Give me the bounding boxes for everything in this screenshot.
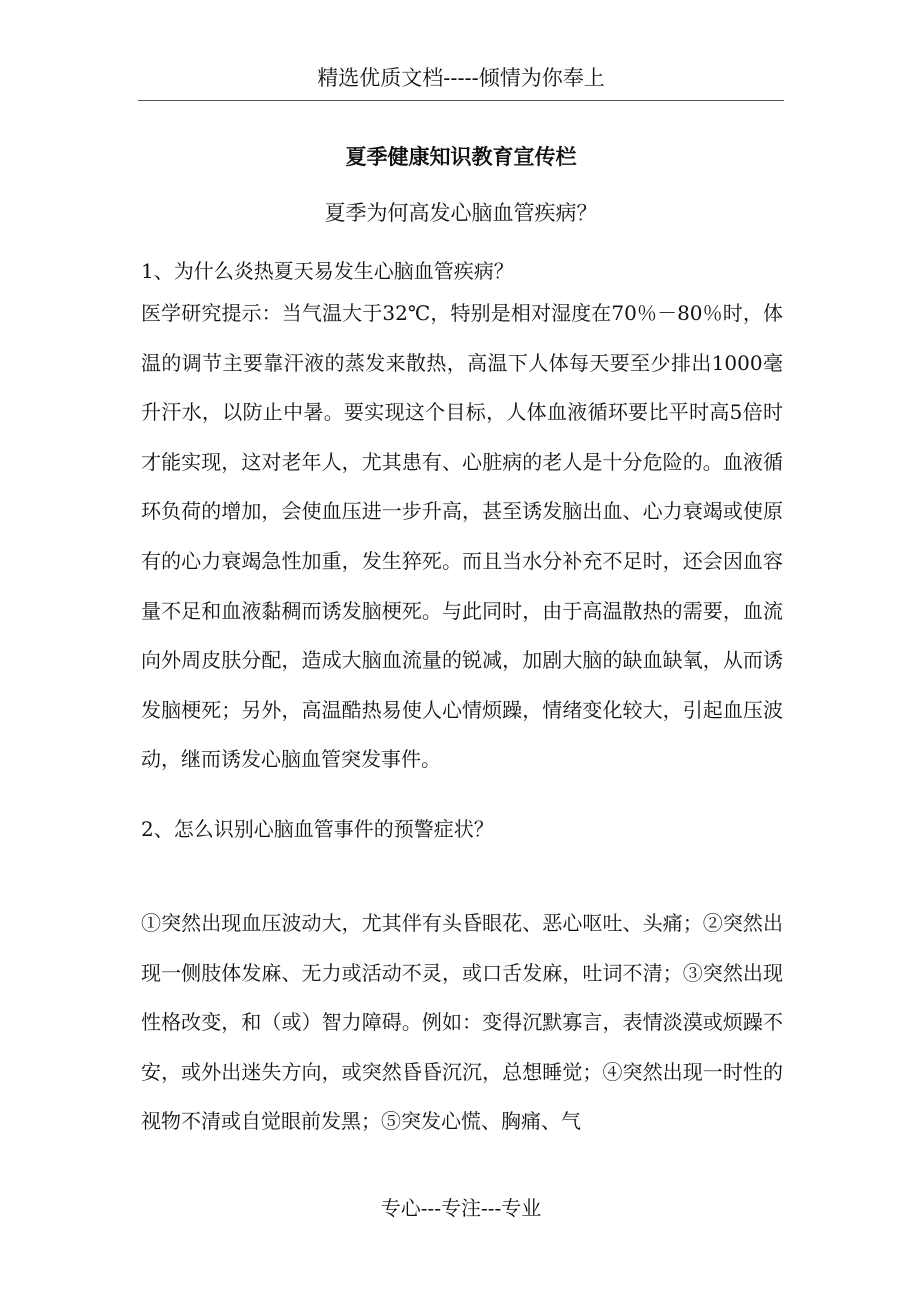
- page-header-text: 精选优质文档-----倾情为你奉上: [317, 66, 605, 90]
- page-footer-text: 专心---专注---专业: [380, 1196, 542, 1220]
- section-1-heading: 1、为什么炎热夏天易发生心脑血管疾病？: [141, 259, 514, 283]
- section-2-body: ①突然出现血压波动大，尤其伴有头昏眼花、恶心呕吐、头痛；②突然出现一侧肢体发麻、无力或活动不灵，或口舌发麻，吐词不清；③突然出现性格改变，和（或）智力障碍。例如：变得沉默寡言，表情淡漠或烦躁不安，或外出迷失方向，或突然昏昏沉沉，总想睡觉；④突然出现一时性的视物不清或自觉眼前发黑；⑤突发心慌、胸痛、气: [141, 911, 783, 1134]
- page-header: [138, 62, 784, 101]
- document-subtitle: 夏季为何高发心脑血管疾病？: [324, 201, 598, 225]
- page-footer: [138, 1193, 784, 1223]
- section-2-heading: 2、怎么识别心脑血管事件的预警症状？: [141, 817, 494, 841]
- document-title: 夏季健康知识教育宣传栏: [345, 144, 577, 169]
- section-1-body: 医学研究提示：当气温大于32℃，特别是相对湿度在70％－80％时，体温的调节主要靠汗液的蒸发来散热，高温下人体每天要至少排出1000毫升汗水，以防止中暑。要实现这个目标，人体血液循环要比平时高5倍时才能实现，这对老年人，尤其患有、心脏病的老人是十分危险的。血液循环负荷的增加，会使血压进一步升高，甚至诱发脑出血、心力衰竭或使原有的心力衰竭急性加重，发生猝死。而且当水分补充不足时，还会因血容量不足和血液黏稠而诱发脑梗死。与此同时，由于高温散热的需要，血流向外周皮肤分配，造成大脑血流量的锐减，加剧大脑的缺血缺氧，从而诱发脑梗死；另外，高温酷热易使人心情烦躁，情绪变化较大，引起血压波动，继而诱发心脑血管突发事件。: [141, 301, 783, 772]
